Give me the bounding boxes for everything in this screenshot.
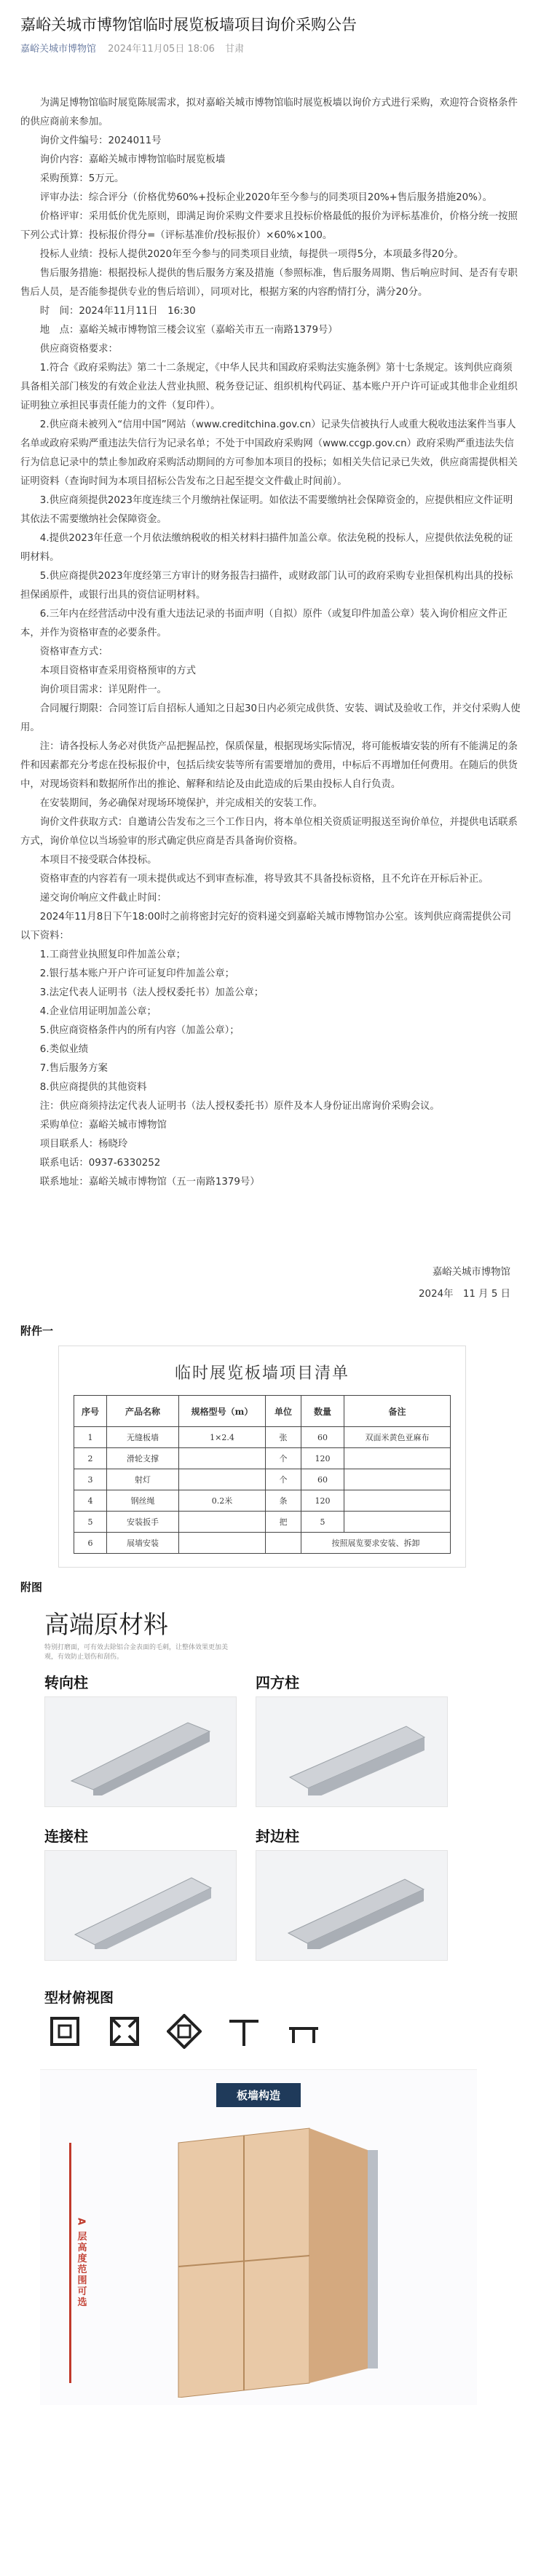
table-cell: 0.2米 (179, 1490, 266, 1512)
paragraph: 3.供应商须提供2023年度连续三个月缴纳社保证明。如依法不需要缴纳社会保障资金的，应提供相应文件证明其依法不需要缴纳社会保障资金。 (20, 495, 513, 525)
paragraph: 投标人业绩：投标人提供2020年至今参与的同类项目业绩，每提供一项得5分，本项最多得20分。 (39, 249, 464, 260)
table-cell: 张 (266, 1427, 301, 1448)
table-cell: 2 (74, 1448, 107, 1469)
table-header: 数量 (301, 1396, 344, 1427)
paragraph: 6.类似业绩 (39, 1044, 89, 1055)
annex-table (74, 1395, 451, 1554)
table-cell: 把 (266, 1512, 301, 1533)
structure-image (40, 2069, 477, 2405)
product-card (256, 1671, 452, 1807)
paragraph: 评审办法：综合评分（价格优势60%+投标企业2020年至今参与的同类项目20%+售后服务措施20%）。 (39, 192, 492, 203)
article-location: 甘肃 (225, 44, 245, 55)
table-cell: 6 (74, 1533, 107, 1554)
aluminum-profile-image (44, 1696, 237, 1807)
paragraph: 8.供应商提供的其他资料 (39, 1082, 147, 1093)
table-row (74, 1512, 451, 1533)
paragraph: 询价内容：嘉峪关城市博物馆临时展览板墙 (39, 154, 226, 165)
table-cell (266, 1533, 301, 1554)
table-cell: 1 (74, 1427, 107, 1448)
table-cell: 120 (301, 1448, 344, 1469)
annex-label: 附件一 (20, 1324, 54, 1338)
paragraph: 本项目不接受联合体投标。 (39, 855, 157, 866)
table-cell (344, 1448, 451, 1469)
table-row (74, 1490, 451, 1512)
paragraph: 递交询价响应文件截止时间： (39, 893, 167, 904)
paragraph: 1.符合《政府采购法》第二十二条规定，《中华人民共和国政府采购法实施条例》第十七条规定。该判供应商须具备相关部门核发的有效企业法人营业执照、税务登记证、组织机构代码证、基本账户开户许可证或其他非企业组织证明独立承担民事责任能力的文件（复印件）。 (20, 363, 518, 411)
table-cell: 4 (74, 1490, 107, 1512)
table-cell (179, 1512, 266, 1533)
table-cell: 60 (301, 1469, 344, 1490)
table-cell: 双面米黄色亚麻布 (344, 1427, 451, 1448)
article-body (20, 94, 521, 1192)
table-cell (344, 1469, 451, 1490)
table-cell: 3 (74, 1469, 107, 1490)
table-row (74, 1469, 451, 1490)
paragraph: 采购预算：5万元。 (39, 173, 125, 184)
paragraph: 注：供应商须持法定代表人证明书（法人授权委托书）原件及本人身份证出席询价采购会议。 (39, 1101, 440, 1112)
paragraph: 售后服务措施：根据投标人提供的售后服务方案及措施（参照标准，售后服务周期、售后响应时间、是否有专职售后人员，是否能参提供专业的售后培训），同项对比，根据方案的内容酌情打分，满分20分。 (20, 268, 518, 298)
table-cell: 个 (266, 1469, 301, 1490)
paragraph: 采购单位：嘉峪关城市博物馆 (39, 1120, 167, 1131)
cross-profile-icon (107, 2014, 142, 2049)
paragraph: 4.企业信用证明加盖公章； (39, 1006, 157, 1017)
paragraph: 注：请各投标人务必对供货产品把握品控，保质保量，根据现场实际情况，将可能板墙安装的所有不能满足的条件和因素都充分考虑在投标报价中，包括后续安装等所有需要增加的费用，中标后不再增加任何费用。在随后的供货中，对现场资料和数据所作出的推论、解释和结论及由此造成的后果由投标人自行负责。 (20, 741, 518, 790)
table-row (74, 1427, 451, 1448)
signature-org: 嘉峪关城市博物馆 (432, 1267, 510, 1278)
aluminum-profile-image (44, 1850, 237, 1961)
product-card (256, 1825, 452, 1961)
paragraph: 5.供应商资格条件内的所有内容（加盖公章）； (39, 1025, 240, 1036)
table-cell: 安装扳手 (107, 1512, 179, 1533)
figure-label: 附图 (20, 1581, 43, 1594)
table-header: 备注 (344, 1396, 451, 1427)
figure-subtext: 特别打磨面，可有效去除铝合金表面的毛刺，让整体效果更加美观，有效防止划伤和刮伤。 (44, 1644, 229, 1661)
table-cell (344, 1490, 451, 1512)
paragraph: 项目联系人：杨晓玲 (39, 1139, 128, 1150)
figure-image (40, 1605, 470, 2049)
product-label: 连接柱 (44, 1828, 88, 1845)
article-title: 嘉峪关城市博物馆临时展览板墙项目询价采购公告 (20, 16, 357, 33)
product-card (44, 1671, 241, 1807)
paragraph: 2.供应商未被列入“信用中国”网站（www.creditchina.gov.cn）记录失信被执行人或重大税收违法案件当事人名单或政府采购严重违法失信行为记录名单；不处于中国政府采购网（www.ccgp.gov.cn）政府采购严重违法失信行为信息记录中的禁止参加政府采购活动期间的方可参加本项目的投标；如相关失信记录已失效，供应商需提供相关证明资料（查询时间为本项目招标公告发布之日起至提交文件截止时间前）。 (20, 419, 518, 487)
table-cell: 钢丝绳 (107, 1490, 179, 1512)
annex-table-image (58, 1346, 466, 1568)
article-date: 2024年11月05日 18:06 (108, 44, 215, 55)
table-header: 产品名称 (107, 1396, 179, 1427)
table-header: 规格型号（m） (179, 1396, 266, 1427)
table-cell: 无缝板墙 (107, 1427, 179, 1448)
product-label: 封边柱 (256, 1828, 299, 1845)
paragraph: 询价文件编号：2024011号 (39, 135, 162, 146)
table-cell: 120 (301, 1490, 344, 1512)
table-cell (179, 1533, 266, 1554)
paragraph: 1.工商营业执照复印件加盖公章； (39, 949, 186, 960)
paragraph: 询价文件获取方式：自邀请公告发布之三个工作日内，将本单位相关资质证明报送至询价单位，并提供电话联系方式，询价单位以当场验审的形式确定供应商是否具备询价资格。 (20, 817, 518, 847)
signature-date: 2024年 11 月 5 日 (419, 1289, 510, 1300)
paragraph: 在安装期间，务必确保对现场环境保护，并完成相关的安装工作。 (39, 798, 323, 809)
paragraph: 3.法定代表人证明书（法人授权委托书）加盖公章； (39, 987, 264, 998)
paragraph: 资格审查的内容若有一项未提供或达不到审查标准，将导致其不具备投标资格，且不允许在开标后补正。 (39, 874, 489, 885)
edge-profile-icon (286, 2014, 321, 2049)
figure-heading: 高端原材料 (44, 1611, 168, 1640)
aluminum-profile-image (256, 1696, 448, 1807)
table-cell: 条 (266, 1490, 301, 1512)
product-label: 四方柱 (256, 1674, 299, 1691)
paragraph: 4.提供2023年任意一个月依法缴纳税收的相关材料扫描件加盖公章。依法免税的投标人，应提供依法免税的证明材料。 (20, 533, 513, 563)
article-source[interactable]: 嘉峪关城市博物馆 (20, 44, 97, 55)
table-cell: 展墙安装 (107, 1533, 179, 1554)
table-cell (344, 1512, 451, 1533)
paragraph: 2.银行基本账户开户许可证复印件加盖公章； (39, 968, 234, 979)
aluminum-profile-image (256, 1850, 448, 1961)
paragraph: 7.售后服务方案 (39, 1063, 108, 1074)
paragraph: 资格审查方式： (39, 647, 108, 657)
table-cell: 滑轮支撑 (107, 1448, 179, 1469)
paragraph: 联系地址：嘉峪关城市博物馆（五一南路1379号） (39, 1177, 260, 1188)
paragraph: 时 间：2024年11月11日 16:30 (39, 306, 196, 317)
table-cell: 60 (301, 1427, 344, 1448)
product-label: 转向柱 (44, 1674, 88, 1691)
profile-top-views (47, 2014, 470, 2049)
structure-side-label: A 层高度范围可选 (69, 2143, 90, 2383)
table-cell: 5 (74, 1512, 107, 1533)
paragraph: 合同履行期限：合同签订后自招标人通知之日起30日内必须完成供货、安装、调试及验收工作，并交付采购人使用。 (20, 703, 521, 733)
diamond-profile-icon (167, 2014, 202, 2049)
product-card (44, 1825, 241, 1961)
table-cell (179, 1448, 266, 1469)
table-header: 单位 (266, 1396, 301, 1427)
paragraph: 地 点：嘉峪关城市博物馆三楼会议室（嘉峪关市五一南路1379号） (39, 325, 338, 336)
paragraph: 联系电话：0937-6330252 (39, 1158, 161, 1169)
table-row (74, 1448, 451, 1469)
paragraph: 价格评审：采用低价优先原则，即满足询价采购文件要求且投标价格最低的报价为评标基准价，价格分统一按照下列公式计算：投标报价得分=（评标基准价/投标报价）×60%×100。 (20, 211, 518, 241)
table-row (74, 1533, 451, 1554)
table-header: 序号 (74, 1396, 107, 1427)
paragraph: 询价项目需求：详见附件一。 (39, 684, 167, 695)
paragraph: 为满足博物馆临时展览陈展需求，拟对嘉峪关城市博物馆临时展览板墙以询价方式进行采购，欢迎符合资格条件的供应商前来参加。 (20, 98, 518, 127)
section-heading: 型材俯视图 (44, 1990, 114, 2006)
table-cell: 按照展览要求安装、拆卸 (301, 1533, 451, 1554)
structure-title: 板墙构造 (216, 2083, 301, 2107)
square-profile-icon (47, 2014, 82, 2049)
paragraph: 供应商资格要求： (39, 344, 118, 355)
paragraph: 6.三年内在经营活动中没有重大违法记录的书面声明（自拟）原件（或复印件加盖公章）装入询价相应文件正本，并作为资格审查的必要条件。 (20, 609, 508, 639)
table-cell: 个 (266, 1448, 301, 1469)
table-cell (179, 1469, 266, 1490)
table-cell: 5 (301, 1512, 344, 1533)
annex-title: 临时展览板墙项目清单 (174, 1364, 350, 1383)
article-meta (20, 41, 521, 55)
table-cell: 射灯 (107, 1469, 179, 1490)
paragraph: 5.供应商提供2023年度经第三方审计的财务报告扫描件，或财政部门认可的政府采购专业担保机构出具的投标担保函原件，或银行出具的资信证明材料。 (20, 571, 513, 601)
table-cell: 1×2.4 (179, 1427, 266, 1448)
paragraph: 本项目资格审查采用资格预审的方式 (39, 665, 197, 676)
paragraph: 2024年11月8日下午18:00时之前将密封完好的资料递交到嘉峪关城市博物馆办公室。该判供应商需提供公司以下资料： (20, 912, 512, 941)
wall-panel-diagram (149, 2121, 411, 2398)
t-profile-icon (226, 2014, 261, 2049)
